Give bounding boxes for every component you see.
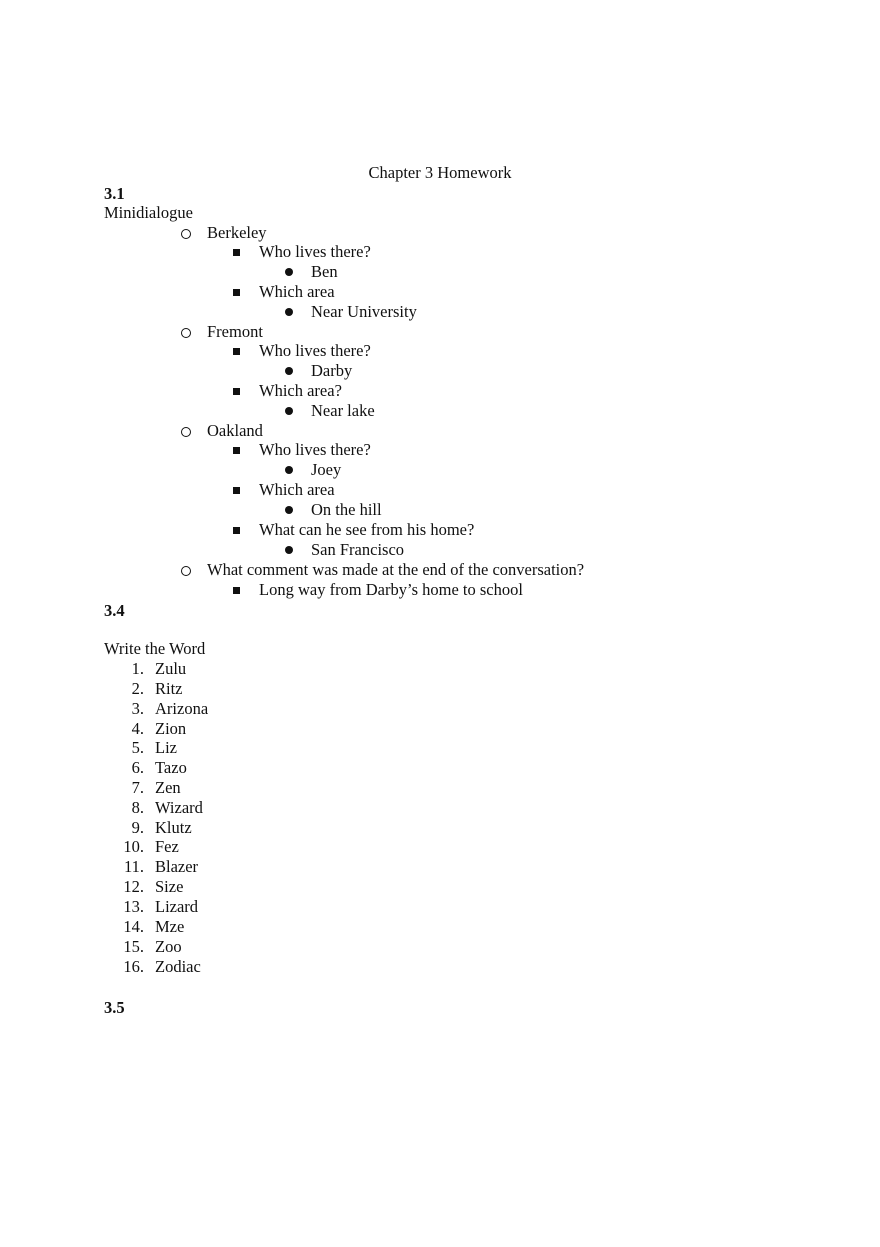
list-item: Wizard: [155, 798, 203, 817]
list-item-number: 10.: [123, 837, 144, 856]
outline-level3-item: On the hill: [311, 500, 382, 519]
hollow-circle-bullet-icon: [181, 566, 191, 576]
outline-level2-item: What can he see from his home?: [259, 520, 475, 539]
filled-dot-bullet-icon: [285, 466, 293, 474]
list-item: Liz: [155, 738, 177, 757]
square-bullet-icon: [233, 487, 240, 494]
outline-level3-item: Darby: [311, 361, 353, 380]
outline-level2-item: Who lives there?: [259, 242, 371, 261]
list-item: Ritz: [155, 679, 183, 698]
list-item: Blazer: [155, 857, 199, 876]
outline-level2-item: Which area: [259, 282, 335, 301]
square-bullet-icon: [233, 527, 240, 534]
outline-level2-item: Which area?: [259, 381, 342, 400]
list-item-number: 7.: [131, 778, 144, 797]
list-item-number: 12.: [123, 877, 144, 896]
list-item-number: 3.: [131, 699, 144, 718]
hollow-circle-bullet-icon: [181, 328, 191, 338]
square-bullet-icon: [233, 249, 240, 256]
outline-level2-item: Long way from Darby’s home to school: [259, 580, 523, 599]
outline-level3-item: Ben: [311, 262, 338, 281]
square-bullet-icon: [233, 447, 240, 454]
filled-dot-bullet-icon: [285, 546, 293, 554]
list-item-number: 11.: [123, 857, 144, 876]
square-bullet-icon: [233, 587, 240, 594]
section-3-1-subtitle: Minidialogue: [104, 203, 193, 222]
list-item-number: 9.: [131, 818, 144, 837]
list-item-number: 13.: [123, 897, 144, 916]
list-item-number: 14.: [123, 917, 144, 936]
outline-level3-item: San Francisco: [311, 540, 405, 559]
list-item: Zoo: [155, 937, 182, 956]
outline-level1-item: Oakland: [207, 421, 263, 440]
list-item: Size: [155, 877, 184, 896]
filled-dot-bullet-icon: [285, 506, 293, 514]
list-item: Fez: [155, 837, 179, 856]
list-item-number: 2.: [131, 679, 144, 698]
list-item: Arizona: [155, 699, 209, 718]
list-item-number: 8.: [131, 798, 144, 817]
page-title: Chapter 3 Homework: [368, 163, 512, 182]
list-item-number: 4.: [131, 719, 144, 738]
square-bullet-icon: [233, 348, 240, 355]
outline-level1-item: Berkeley: [207, 223, 267, 242]
square-bullet-icon: [233, 388, 240, 395]
outline-level2-item: Who lives there?: [259, 341, 371, 360]
filled-dot-bullet-icon: [285, 268, 293, 276]
list-item-number: 5.: [131, 738, 144, 757]
outline-level2-item: Who lives there?: [259, 440, 371, 459]
list-item: Lizard: [155, 897, 199, 916]
filled-dot-bullet-icon: [285, 308, 293, 316]
list-item: Zion: [155, 719, 187, 738]
hollow-circle-bullet-icon: [181, 229, 191, 239]
list-item: Mze: [155, 917, 185, 936]
hollow-circle-bullet-icon: [181, 427, 191, 437]
outline-level3-item: Joey: [311, 460, 342, 479]
list-item-number: 1.: [131, 659, 144, 678]
filled-dot-bullet-icon: [285, 367, 293, 375]
outline-level3-item: Near University: [311, 302, 417, 321]
section-3-4-subtitle: Write the Word: [104, 639, 206, 658]
outline-level1-item: What comment was made at the end of the conversation?: [207, 560, 585, 579]
section-3-5-heading: 3.5: [104, 998, 125, 1017]
list-item: Zen: [155, 778, 181, 797]
outline-level1-item: Fremont: [207, 322, 263, 341]
section-3-1-heading: 3.1: [104, 184, 125, 203]
square-bullet-icon: [233, 289, 240, 296]
list-item: Zodiac: [155, 957, 201, 976]
section-3-4-heading: 3.4: [104, 601, 125, 620]
outline-level2-item: Which area: [259, 480, 335, 499]
list-item-number: 15.: [123, 937, 144, 956]
list-item: Tazo: [155, 758, 187, 777]
filled-dot-bullet-icon: [285, 407, 293, 415]
list-item: Klutz: [155, 818, 192, 837]
list-item: Zulu: [155, 659, 187, 678]
list-item-number: 6.: [131, 758, 144, 777]
outline-level3-item: Near lake: [311, 401, 375, 420]
list-item-number: 16.: [123, 957, 144, 976]
